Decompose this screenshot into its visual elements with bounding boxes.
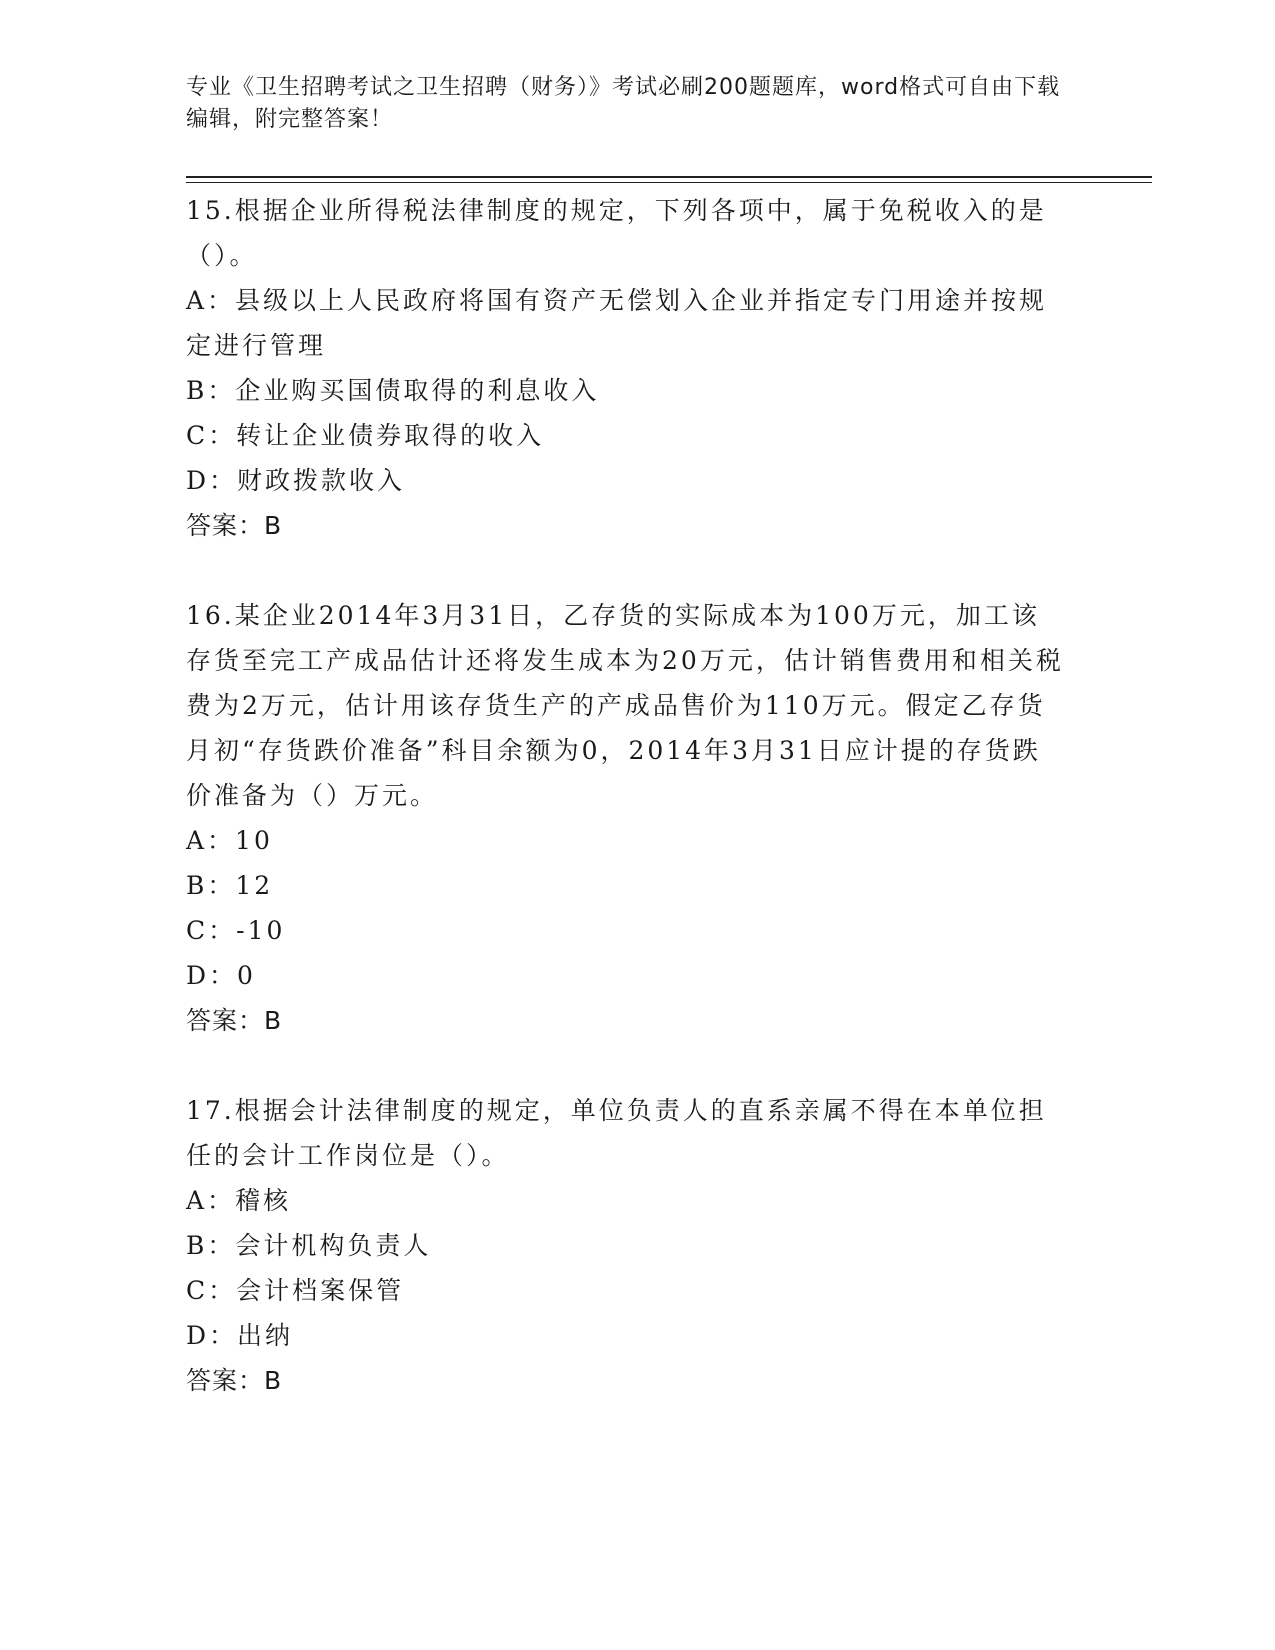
question-spacer bbox=[186, 548, 1066, 593]
option-a: A：县级以上人民政府将国有资产无偿划入企业并指定专门用途并按规定进行管理 bbox=[186, 286, 1048, 360]
option-b: B：会计机构负责人 bbox=[186, 1231, 432, 1260]
answer-line: 答案：B bbox=[186, 1006, 283, 1035]
header-divider-thick bbox=[186, 176, 1152, 178]
question-stem: 16.某企业2014年3月31日，乙存货的实际成本为100万元，加工该存货至完工产成品估计还将发生成本为20万元，估计销售费用和相关税费为2万元，估计用该存货生产的产成品售价为110万元。假定乙存货月初“存货跌价准备”科目余额为0，2014年3月31日应计提的存货跌价准备为（）万元。 bbox=[186, 601, 1064, 810]
option-d: D：出纳 bbox=[186, 1321, 294, 1350]
option-c: C：会计档案保管 bbox=[186, 1276, 405, 1305]
option-a: A：稽核 bbox=[186, 1186, 292, 1215]
option-b: B：企业购买国债取得的利息收入 bbox=[186, 376, 600, 405]
answer-line: 答案：B bbox=[186, 1366, 283, 1395]
question-spacer bbox=[186, 1043, 1066, 1088]
option-d: D：0 bbox=[186, 961, 256, 990]
option-a: A：10 bbox=[186, 826, 273, 855]
question-list bbox=[186, 188, 1066, 1403]
option-b: B：12 bbox=[186, 871, 274, 900]
option-c: C：-10 bbox=[186, 916, 286, 945]
option-d: D：财政拨款收入 bbox=[186, 466, 406, 495]
header-divider-thin bbox=[186, 182, 1152, 183]
question-16 bbox=[186, 593, 1066, 1043]
option-c: C：转让企业债券取得的收入 bbox=[186, 421, 545, 450]
document-header: 专业《卫生招聘考试之卫生招聘（财务）》考试必刷200题题库，word格式可自由下载编辑，附完整答案！ bbox=[186, 75, 1061, 132]
question-stem: 17.根据会计法律制度的规定，单位负责人的直系亲属不得在本单位担任的会计工作岗位是（）。 bbox=[186, 1096, 1047, 1170]
question-17 bbox=[186, 1088, 1066, 1403]
question-15 bbox=[186, 188, 1066, 548]
answer-line: 答案：B bbox=[186, 511, 283, 540]
question-stem: 15.根据企业所得税法律制度的规定，下列各项中，属于免税收入的是（）。 bbox=[186, 196, 1047, 270]
